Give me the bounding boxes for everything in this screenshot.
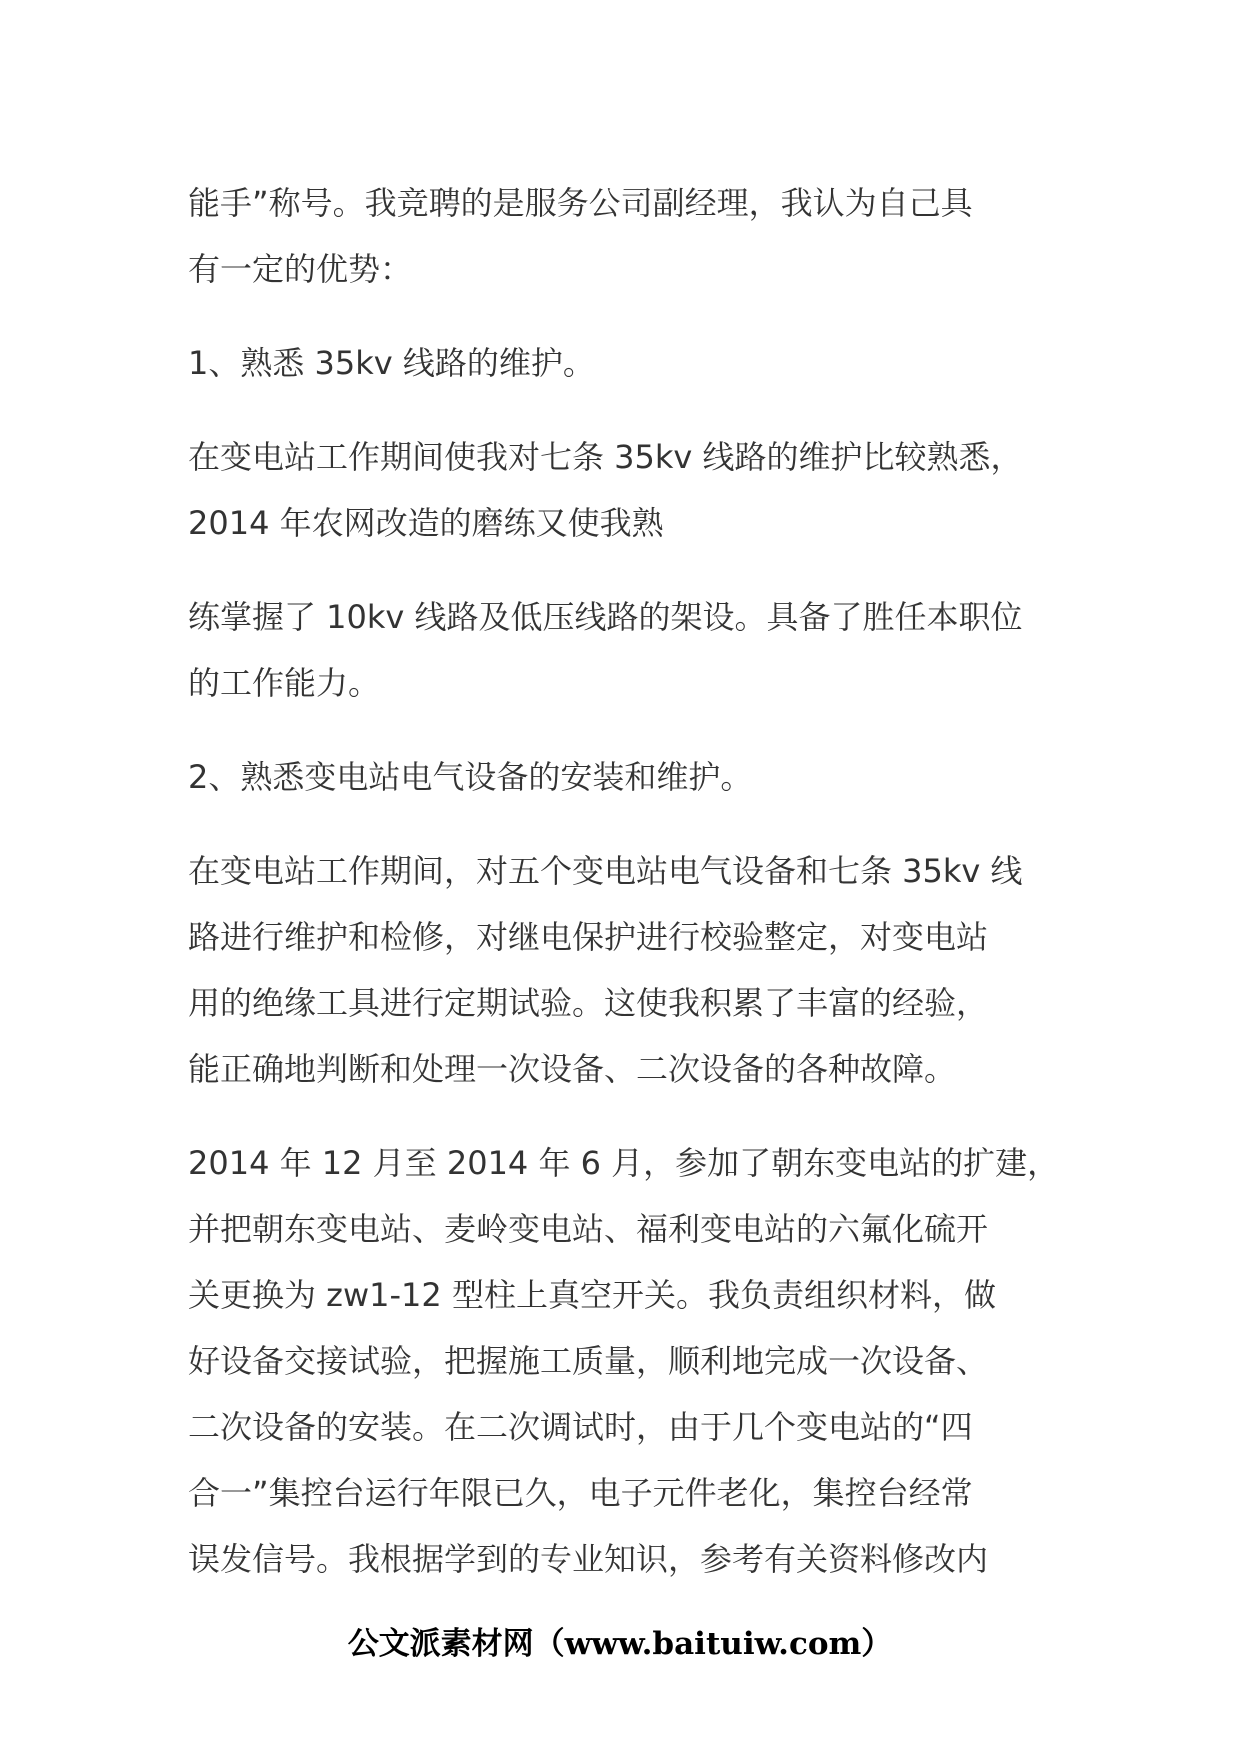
paragraph-2	[188, 330, 1068, 396]
paragraph-7	[188, 1130, 1068, 1592]
text-line: 合一”集控台运行年限已久，电子元件老化，集控台经常	[188, 1474, 973, 1512]
text-line: 能手”称号。我竞聘的是服务公司副经理，我认为自己具	[188, 184, 973, 222]
text-line: 在变电站工作期间，对五个变电站电气设备和七条 35kv 线	[188, 852, 1023, 890]
section-heading: 2、熟悉变电站电气设备的安装和维护。	[188, 758, 753, 796]
text-line: 并把朝东变电站、麦岭变电站、福利变电站的六氟化硫开	[188, 1210, 989, 1248]
text-line: 用的绝缘工具进行定期试验。这使我积累了丰富的经验，	[188, 984, 989, 1022]
text-line: 有一定的优势：	[188, 250, 413, 288]
section-heading: 1、熟悉 35kv 线路的维护。	[188, 344, 595, 382]
paragraph-1	[188, 170, 1068, 302]
text-line: 练掌握了 10kv 线路及低压线路的架设。具备了胜任本职位	[188, 598, 1023, 636]
text-line: 二次设备的安装。在二次调试时，由于几个变电站的“四	[188, 1408, 973, 1446]
document-body	[188, 170, 1068, 1592]
text-line: 关更换为 zw1-12 型柱上真空开关。我负责组织材料，做	[188, 1276, 996, 1314]
text-line: 2014 年 12 月至 2014 年 6 月，参加了朝东变电站的扩建，	[188, 1144, 1060, 1182]
paragraph-3	[188, 424, 1068, 556]
page-footer: 公文派素材网（www.baituiw.com）	[347, 1626, 893, 1662]
paragraph-4	[188, 584, 1068, 716]
text-line: 能正确地判断和处理一次设备、二次设备的各种故障。	[188, 1050, 957, 1088]
text-line: 的工作能力。	[188, 664, 381, 702]
paragraph-5	[188, 744, 1068, 810]
text-line: 误发信号。我根据学到的专业知识，参考有关资料修改内	[188, 1540, 989, 1578]
text-line: 2014 年农网改造的磨练又使我熟	[188, 504, 664, 542]
text-line: 好设备交接试验，把握施工质量，顺利地完成一次设备、	[188, 1342, 989, 1380]
paragraph-6	[188, 838, 1068, 1102]
text-line: 在变电站工作期间使我对七条 35kv 线路的维护比较熟悉，	[188, 438, 1023, 476]
text-line: 路进行维护和检修，对继电保护进行校验整定，对变电站	[188, 918, 989, 956]
